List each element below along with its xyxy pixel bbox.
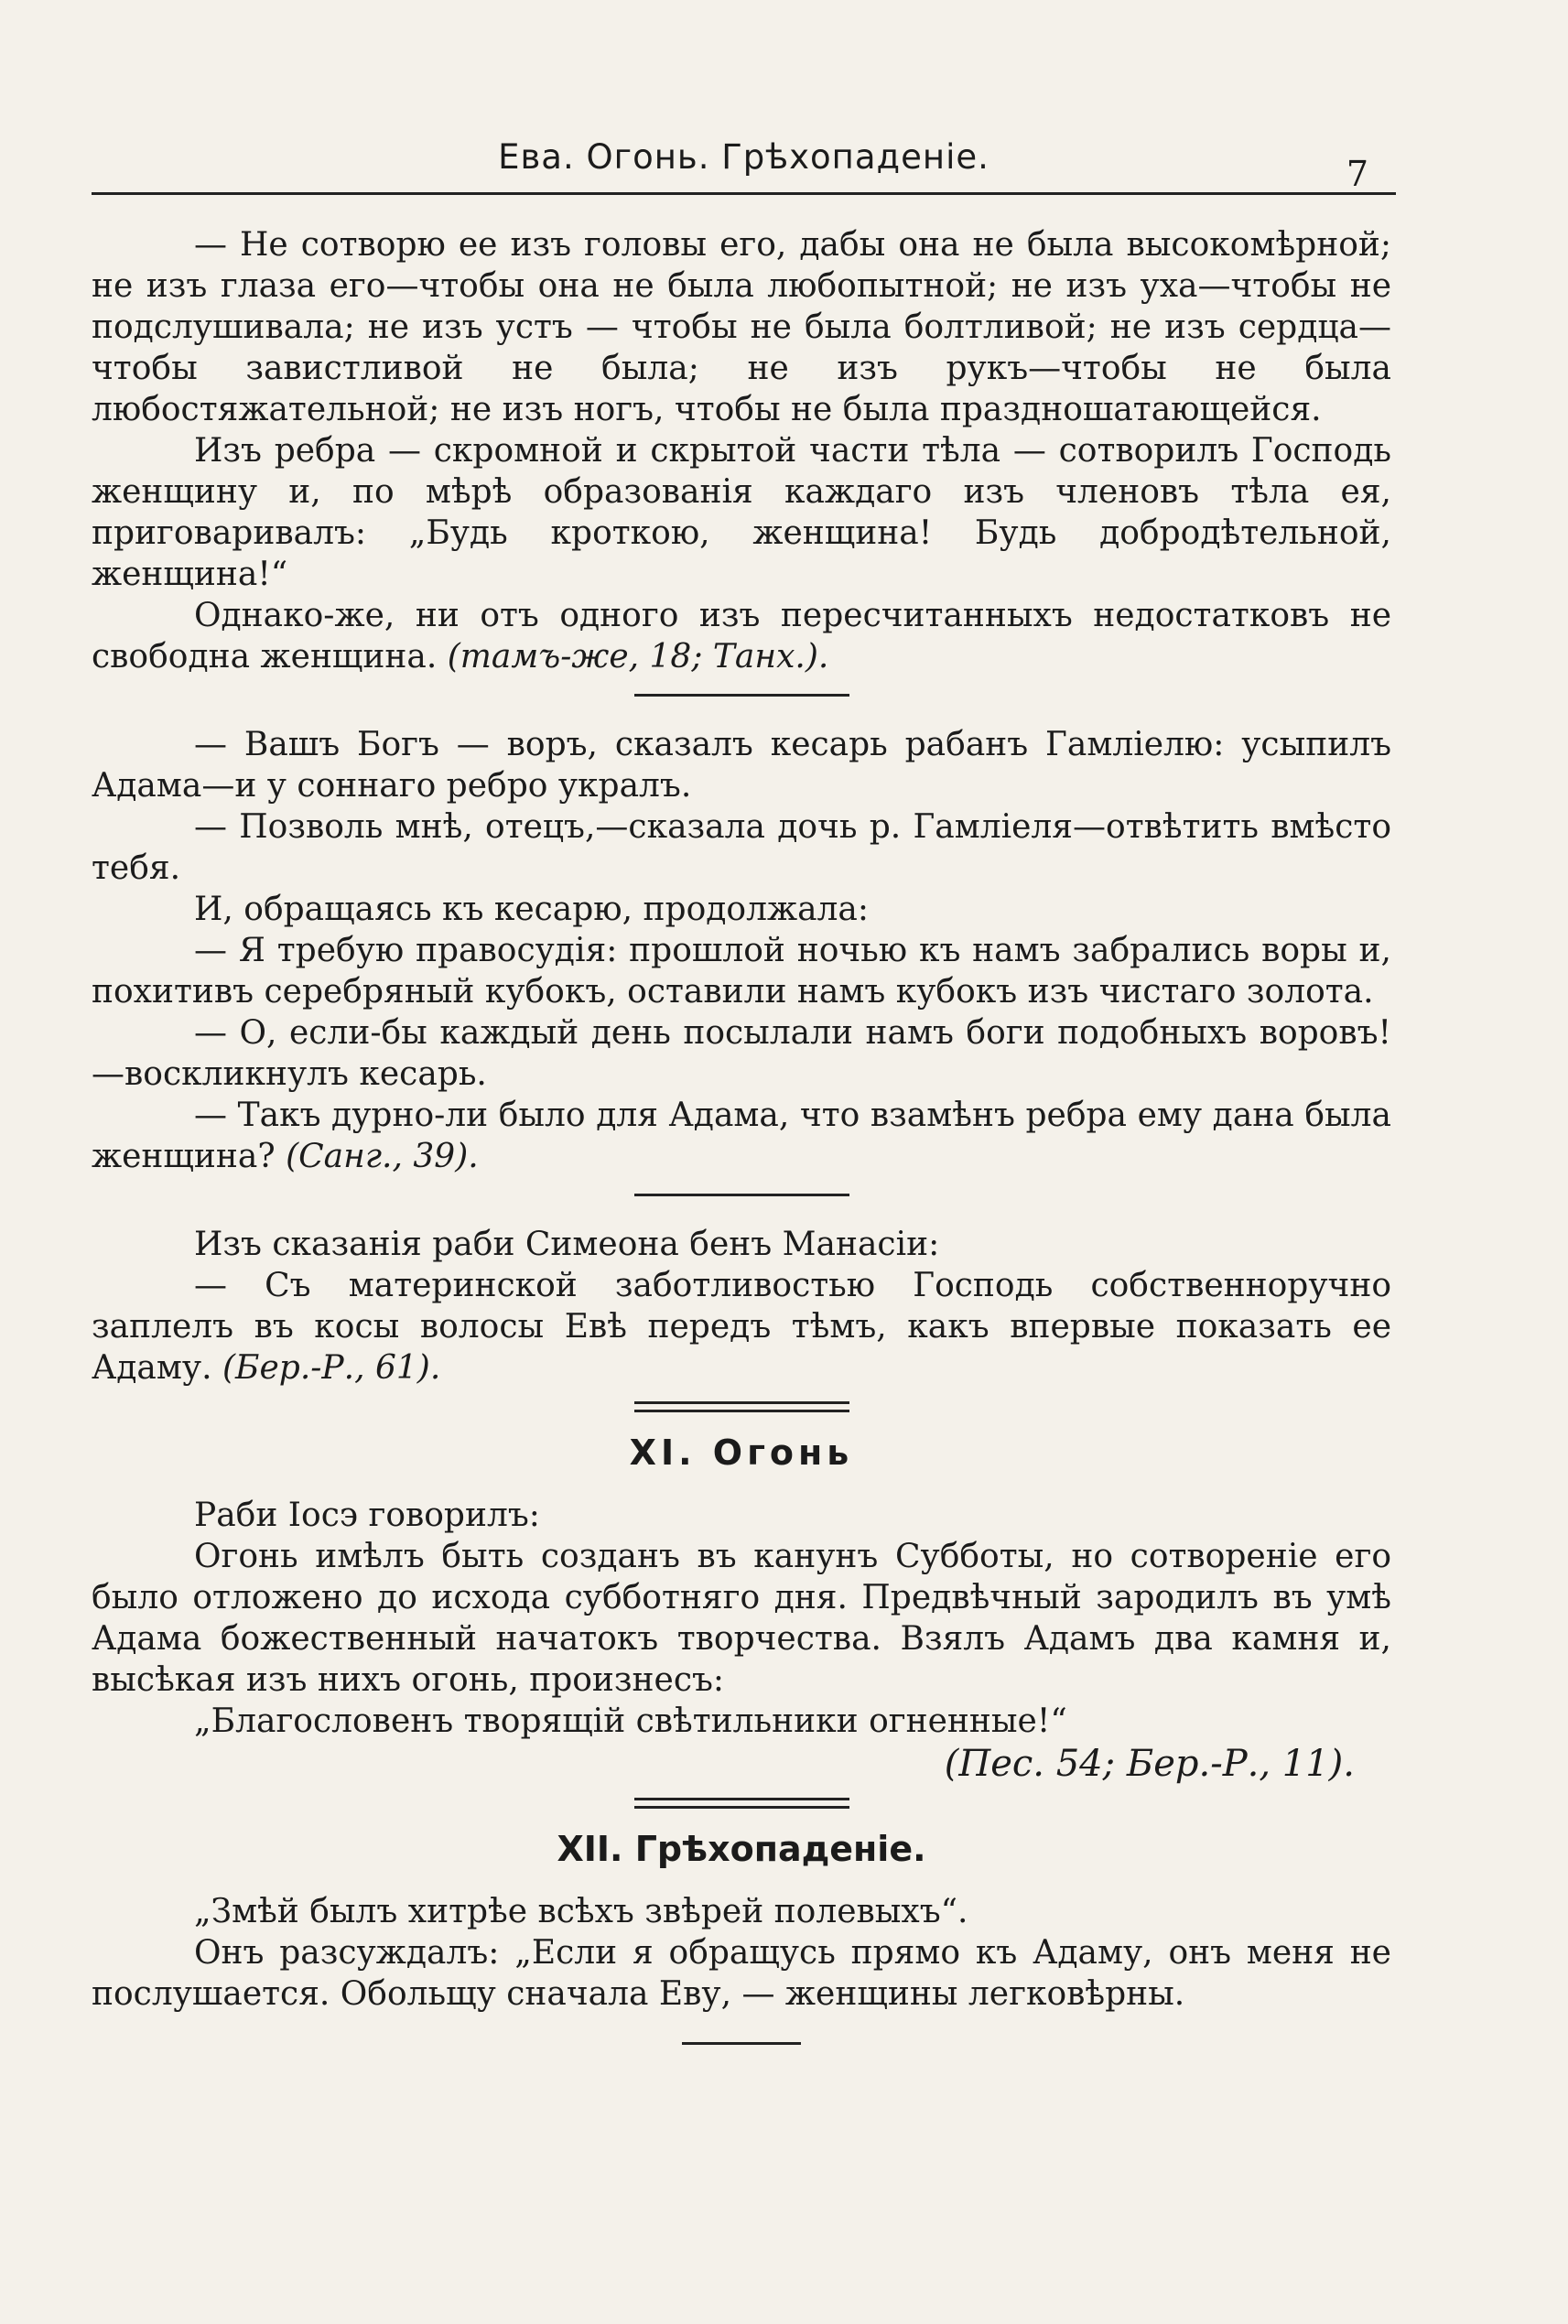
section-divider	[634, 694, 849, 697]
paragraph: Онъ разсуждалъ: „Если я обращусь прямо къ Адаму, онъ меня не послушается. Обольщу сначала Еву, — женщины легковѣрны.	[92, 1934, 1391, 2013]
paragraph: „Змѣй былъ хитрѣе всѣхъ звѣрей полевыхъ“.	[194, 1893, 968, 1930]
page-body	[92, 224, 1391, 2045]
paragraph-text: — Такъ дурно-ли было для Адама, что взамѣнъ ребра ему дана была женщина?	[92, 1097, 1391, 1175]
paragraph-text: — Съ материнской заботливостью Господь собственноручно заплелъ въ косы волосы Евѣ передъ тѣмъ, какъ впервые показать ее Адаму.	[92, 1267, 1391, 1387]
paragraph: „Благословенъ творящій свѣтильники огненные!“	[194, 1702, 1067, 1740]
paragraph: Изъ ребра — скромной и скрытой части тѣла — сотворилъ Господь женщину и, по мѣрѣ образованія каждаго изъ членовъ тѣла ея, приговаривалъ: „Будь кроткою, женщина! Будь добродѣтельной, женщина!“	[92, 432, 1391, 593]
running-title: Ева. Огонь. Грѣхопаденіе.	[498, 137, 989, 177]
paragraph: — О, если-бы каждый день посылали намъ боги подобныхъ воровъ!—воскликнулъ кесарь.	[92, 1014, 1391, 1093]
section-heading-xi: XI. Огонь	[629, 1432, 854, 1473]
paragraph: — Позволь мнѣ, отецъ,—сказала дочь р. Гамліеля—отвѣтить вмѣсто тебя.	[92, 808, 1391, 887]
end-divider	[682, 2042, 801, 2045]
paragraph: — Я требую правосудія: прошлой ночью къ намъ забрались воры и, похитивъ серебряный кубокъ, оставили намъ кубокъ изъ чистаго золота.	[92, 932, 1391, 1011]
section-heading-xii: XII. Грѣхопаденіе.	[557, 1829, 926, 1869]
paragraph-text: Однако-же, ни отъ одного изъ пересчитанныхъ недостатковъ не свободна женщина.	[92, 597, 1391, 676]
page-number: 7	[1346, 154, 1368, 194]
paragraph: — Не сотворю ее изъ головы его, дабы она не была высокомѣрной; не изъ глаза его—чтобы она не была любопытной; не изъ уха—чтобы не подслушивала; не изъ устъ — чтобы не была болтливой; не изъ сердца—чтобы завистливой не была; не изъ рукъ—чтобы не была любостяжательной; не изъ ногъ, чтобы не была праздношатающейся.	[92, 226, 1391, 428]
source-citation: (Санг., 39).	[286, 1138, 479, 1175]
source-citation: (Пес. 54; Бер.-Р., 11).	[944, 1743, 1355, 1785]
paragraph: — Вашъ Богъ — воръ, сказалъ кесарь рабанъ Гамліелю: усыпилъ Адама—и у соннаго ребро укралъ.	[92, 726, 1391, 805]
paragraph: Раби Іосэ говорилъ:	[194, 1497, 540, 1534]
paragraph: И, обращаясь къ кесарю, продолжала:	[194, 891, 869, 928]
paragraph: Огонь имѣлъ быть созданъ въ канунъ Субботы, но сотвореніе его было отложено до исхода субботняго дня. Предвѣчный зародилъ въ умѣ Адама божественный начатокъ творчества. Взялъ Адамъ два камня и, высѣкая изъ нихъ огонь, произнесъ:	[92, 1538, 1391, 1699]
paragraph	[92, 595, 1391, 677]
source-citation: (тамъ-же, 18; Танх.).	[447, 638, 829, 676]
double-divider	[634, 1798, 849, 1809]
paragraph	[92, 1095, 1391, 1177]
source-citation: (Бер.-Р., 61).	[222, 1349, 441, 1387]
section-divider	[634, 1194, 849, 1196]
paragraph: Изъ сказанія раби Симеона бенъ Манасіи:	[194, 1226, 940, 1263]
running-header	[92, 137, 1396, 195]
paragraph	[92, 1265, 1391, 1389]
double-divider	[634, 1401, 849, 1412]
